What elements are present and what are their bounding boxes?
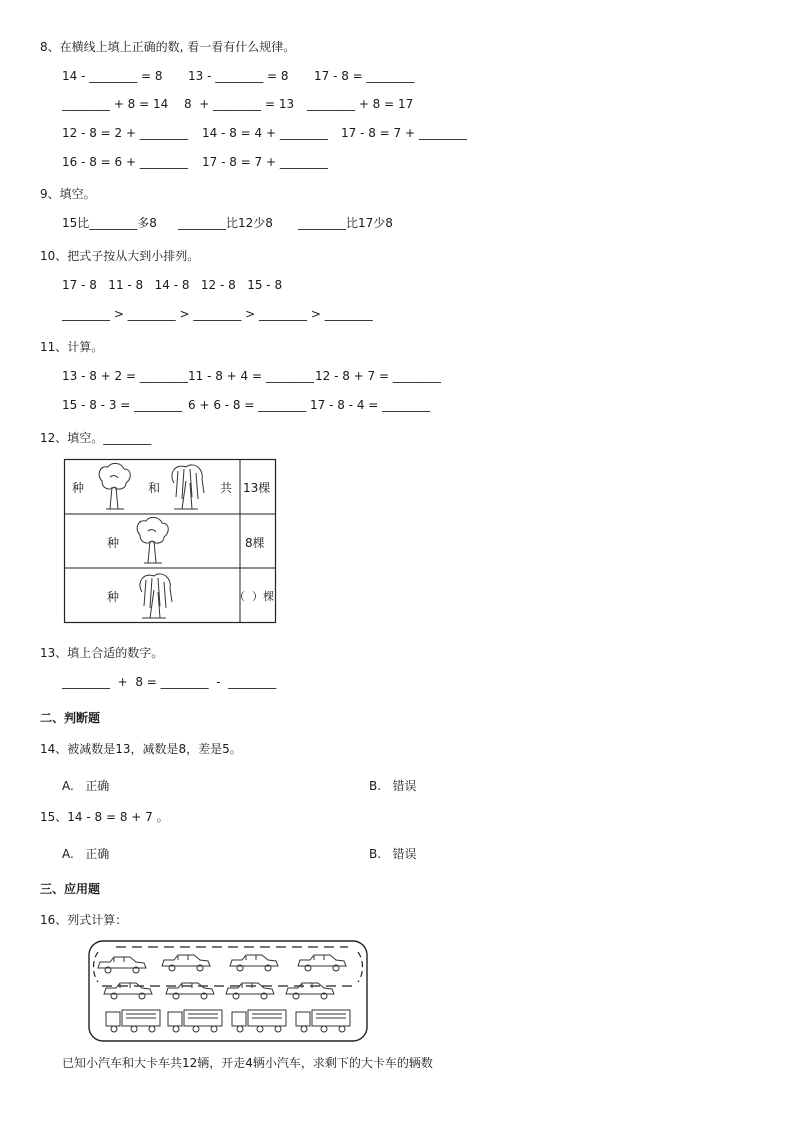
q11-title: 11、计算。 <box>40 340 104 354</box>
q14-option-a[interactable]: A. 正确 <box>62 779 110 793</box>
q8-r3-blank1[interactable]: 12 - 8 = 2 + ________ <box>62 126 188 140</box>
q15-text: 15、14 - 8 = 8 + 7 。 <box>40 810 169 824</box>
q12-row3-count-blank[interactable]: （ ）棵 <box>234 590 274 603</box>
truck-icon <box>106 1010 160 1032</box>
q12-row1-count: 13棵 <box>243 481 271 495</box>
broadleaf-tree-icon-2 <box>137 517 168 563</box>
q8-r1-blank2[interactable]: 13 - ________ = 8 <box>188 69 289 83</box>
q13-title: 13、填上合适的数字。 <box>40 646 164 660</box>
q8-r4-blank1[interactable]: 16 - 8 = 6 + ________ <box>62 155 188 169</box>
broadleaf-tree-icon <box>99 463 130 509</box>
q11-r1-blank1[interactable]: 13 - 8 + 2 = ________ <box>62 369 188 383</box>
q12-row2-plant-label: 种 <box>107 536 120 550</box>
q16-problem-text: 已知小汽车和大卡车共12辆，开走4辆小汽车，求剩下的大卡车的辆数 <box>62 1056 433 1070</box>
q8-r2-blank1[interactable]: ________ + 8 = 14 <box>62 97 169 111</box>
q8-r1-blank3[interactable]: 17 - 8 = ________ <box>314 69 415 83</box>
q12-row1-total-label: 共 <box>220 481 233 495</box>
q10-expressions: 17 - 8 11 - 8 14 - 8 12 - 8 15 - 8 <box>62 278 283 292</box>
car-icon <box>162 955 210 971</box>
section2-heading: 二、判断题 <box>40 711 101 725</box>
q8-r2-blank2[interactable]: 8 + ________ = 13 <box>184 97 295 111</box>
truck-icon <box>296 1010 350 1032</box>
car-icon <box>298 955 346 971</box>
q14-text: 14、被减数是13，减数是8，差是5。 <box>40 742 242 756</box>
car-icon <box>230 955 278 971</box>
q12-row1-plant-label: 种 <box>72 481 85 495</box>
q9-blank3[interactable]: ________比17少8 <box>298 216 393 230</box>
q8-r3-blank3[interactable]: 17 - 8 = 7 + ________ <box>341 126 467 140</box>
willow-tree-icon-2 <box>140 574 172 618</box>
q11-r2-blank3[interactable]: 17 - 8 - 4 = ________ <box>310 398 431 412</box>
q13-blanks[interactable]: ________ + 8 = ________ - ________ <box>62 675 277 689</box>
willow-tree-icon <box>172 465 204 509</box>
q8-r4-blank2[interactable]: 17 - 8 = 7 + ________ <box>202 155 328 169</box>
truck-icon <box>232 1010 286 1032</box>
q8-r2-blank3[interactable]: ________ + 8 = 17 <box>307 97 414 111</box>
q8-title: 8、在横线上填上正确的数, 看一看有什么规律。 <box>40 40 296 54</box>
q11-r1-blank2[interactable]: 11 - 8 + 4 = ________ <box>188 369 314 383</box>
q10-order-blanks[interactable]: ________ > ________ > ________ > ________ > ________ <box>62 307 373 321</box>
q11-r2-blank1[interactable]: 15 - 8 - 3 = ________ <box>62 398 183 412</box>
q9-title: 9、填空。 <box>40 187 96 201</box>
q16-vehicles-figure <box>88 940 368 1042</box>
q10-title: 10、把式子按从大到小排列。 <box>40 249 200 263</box>
q9-blank2[interactable]: ________比12少8 <box>178 216 273 230</box>
q8-r3-blank2[interactable]: 14 - 8 = 4 + ________ <box>202 126 328 140</box>
q12-title: 12、填空。________ <box>40 431 152 445</box>
q15-option-a[interactable]: A. 正确 <box>62 847 110 861</box>
q9-blank1[interactable]: 15比________多8 <box>62 216 157 230</box>
q11-r2-blank2[interactable]: 6 + 6 - 8 = ________ <box>188 398 307 412</box>
q12-row1-and-label: 和 <box>148 481 161 495</box>
q11-r1-blank3[interactable]: 12 - 8 + 7 = ________ <box>315 369 441 383</box>
q16-title: 16、列式计算： <box>40 913 128 927</box>
q8-r1-blank1[interactable]: 14 - ________ = 8 <box>62 69 163 83</box>
q15-option-b[interactable]: B. 错误 <box>369 847 417 861</box>
section3-heading: 三、应用题 <box>40 882 101 896</box>
q12-row2-count: 8棵 <box>245 536 265 550</box>
car-icon <box>98 957 146 973</box>
truck-icon <box>168 1010 222 1032</box>
q12-row3-plant-label: 种 <box>107 590 120 604</box>
q14-option-b[interactable]: B. 错误 <box>369 779 417 793</box>
